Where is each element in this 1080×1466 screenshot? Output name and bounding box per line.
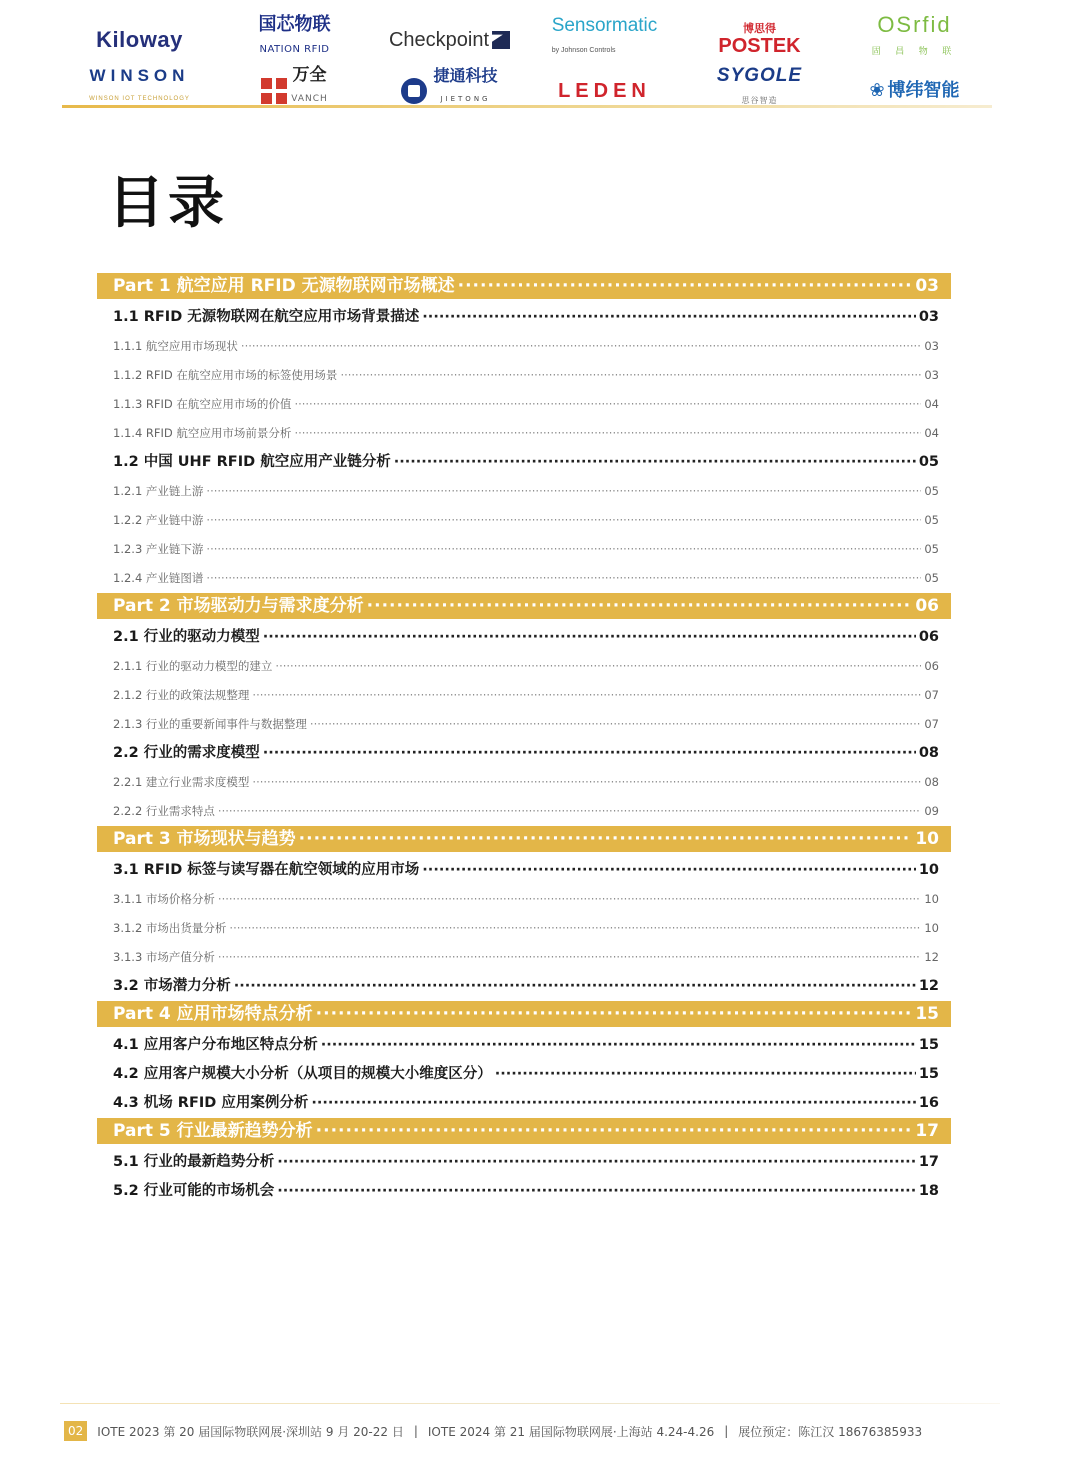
toc-leader-dots <box>495 1060 916 1089</box>
postek-logo: 博思得 POSTEK <box>718 23 801 57</box>
toc-entry-page: 06 <box>924 659 939 673</box>
toc-subsection-row[interactable] <box>97 768 951 797</box>
toc-entry-label: 1.1.4 RFID 航空应用市场前景分析 <box>113 426 292 440</box>
toc-leader-dots <box>340 361 921 390</box>
toc-entry-page: 04 <box>924 397 939 411</box>
toc-entry-label: 2.2 行业的需求度模型 <box>113 745 260 761</box>
toc-part-row[interactable] <box>97 1118 951 1144</box>
toc-leader-dots <box>316 1118 913 1144</box>
nation-rfid-logo: 国芯物联 NATION RFID <box>258 14 331 55</box>
toc-part-row[interactable] <box>97 593 951 619</box>
toc-entry-label: 2.2.1 建立行业需求度模型 <box>113 775 250 789</box>
toc-leader-dots <box>321 1031 916 1060</box>
toc-entry-page: 07 <box>924 688 939 702</box>
toc-leader-dots <box>294 419 921 448</box>
toc-entry-label: 1.2 中国 UHF RFID 航空应用产业链分析 <box>113 454 391 470</box>
toc-entry-page: 03 <box>918 309 939 325</box>
toc-section-row[interactable] <box>97 303 951 332</box>
toc-subsection-row[interactable] <box>97 681 951 710</box>
toc-section-row[interactable] <box>97 1060 951 1089</box>
toc-part-row[interactable] <box>97 273 951 299</box>
toc-entry-label: 1.1.2 RFID 在航空应用市场的标签使用场景 <box>113 368 338 382</box>
toc-leader-dots <box>241 332 921 361</box>
header-divider <box>62 105 992 108</box>
toc-leader-dots <box>218 943 921 972</box>
toc-leader-dots <box>275 652 921 681</box>
toc-section-row[interactable] <box>97 1148 951 1177</box>
toc-leader-dots <box>252 681 921 710</box>
leden-logo: LEDEN <box>558 79 651 102</box>
toc-entry-label: 5.1 行业的最新趋势分析 <box>113 1154 275 1170</box>
toc-leader-dots <box>394 448 916 477</box>
toc-leader-dots <box>458 273 913 299</box>
toc-section-row[interactable] <box>97 623 951 652</box>
toc-entry-page: 05 <box>918 454 939 470</box>
toc-subsection-row[interactable] <box>97 885 951 914</box>
toc-entry-page: 12 <box>924 950 939 964</box>
toc-entry-label: 1.2.2 产业链中游 <box>113 513 204 527</box>
toc-entry-label: 2.1.1 行业的驱动力模型的建立 <box>113 659 273 673</box>
toc-subsection-row[interactable] <box>97 652 951 681</box>
toc-leader-dots <box>422 303 916 332</box>
toc-entry-label: 3.1 RFID 标签与读写器在航空领域的应用市场 <box>113 862 420 878</box>
toc-subsection-row[interactable] <box>97 914 951 943</box>
toc-leader-dots <box>422 856 916 885</box>
toc-part-row[interactable] <box>97 826 951 852</box>
toc-entry-label: 1.2.4 产业链图谱 <box>113 571 204 585</box>
toc-leader-dots <box>277 1177 916 1206</box>
toc-entry-label: 2.1.3 行业的重要新闻事件与数据整理 <box>113 717 307 731</box>
toc-entry-page: 03 <box>924 339 939 353</box>
toc-entry-label: Part 4 应用市场特点分析 <box>113 1004 313 1024</box>
jietong-logo: 捷通科技 JIETONG <box>401 68 497 114</box>
sygole-logo: SYGOLE 思谷智造 <box>716 65 803 105</box>
toc-subsection-row[interactable] <box>97 506 951 535</box>
toc-subsection-row[interactable] <box>97 477 951 506</box>
toc-entry-label: 4.2 应用客户规模大小分析（从项目的规模大小维度区分） <box>113 1066 492 1082</box>
toc-entry-page: 15 <box>915 1004 939 1024</box>
toc-entry-page: 15 <box>918 1066 939 1082</box>
toc-entry-page: 06 <box>918 629 939 645</box>
toc-entry-label: 3.1.2 市场出货量分析 <box>113 921 227 935</box>
toc-entry-page: 10 <box>918 862 939 878</box>
toc-entry-label: 3.1.1 市场价格分析 <box>113 892 215 906</box>
toc-entry-page: 05 <box>924 513 939 527</box>
toc-leader-dots <box>294 390 921 419</box>
toc-entry-label: 1.1.1 航空应用市场现状 <box>113 339 238 353</box>
toc-leader-dots <box>277 1148 916 1177</box>
toc-entry-label: 1.1.3 RFID 在航空应用市场的价值 <box>113 397 292 411</box>
toc-subsection-row[interactable] <box>97 419 951 448</box>
toc-leader-dots <box>263 739 916 768</box>
toc-entry-label: 1.2.1 产业链上游 <box>113 484 204 498</box>
toc-leader-dots <box>229 914 921 943</box>
toc-entry-page: 08 <box>924 775 939 789</box>
bowei-logo: ❀ 博纬智能 <box>869 79 960 101</box>
toc-entry-page: 17 <box>915 1121 939 1141</box>
toc-leader-dots <box>367 593 913 619</box>
toc-entry-page: 09 <box>924 804 939 818</box>
toc-subsection-row[interactable] <box>97 710 951 739</box>
toc-entry-page: 03 <box>915 276 939 296</box>
bowei-mark-icon: ❀ <box>869 79 885 101</box>
checkpoint-mark-icon <box>492 31 510 49</box>
toc-entry-label: 1.1 RFID 无源物联网在航空应用市场背景描述 <box>113 309 420 325</box>
toc-leader-dots <box>311 1089 915 1118</box>
footer-separator: | <box>724 1424 729 1438</box>
toc-leader-dots <box>206 506 921 535</box>
footer-event-shenzhen: IOTE 2023 第 20 届国际物联网展·深圳站 9 月 20-22 日 <box>97 1424 404 1439</box>
toc-section-row[interactable] <box>97 856 951 885</box>
checkpoint-logo: Checkpoint <box>389 30 510 50</box>
toc-entry-page: 18 <box>918 1183 939 1199</box>
toc-section-row[interactable] <box>97 972 951 1001</box>
toc-entry-label: 3.2 市场潜力分析 <box>113 978 231 994</box>
toc-section-row[interactable] <box>97 1089 951 1118</box>
toc-entry-page: 05 <box>924 571 939 585</box>
footer-divider <box>60 1403 1000 1404</box>
sensormatic-logo: Sensormatic by Johnson Controls <box>551 14 658 54</box>
toc-leader-dots <box>218 797 921 826</box>
toc-entry-page: 04 <box>924 426 939 440</box>
toc-entry-page: 17 <box>918 1154 939 1170</box>
toc-leader-dots <box>218 885 921 914</box>
toc-entry-label: 1.2.3 产业链下游 <box>113 542 204 556</box>
toc-leader-dots <box>316 1001 913 1027</box>
toc-entry-page: 07 <box>924 717 939 731</box>
winson-logo: WINSON WINSON IOT TECHNOLOGY <box>89 66 190 102</box>
toc-section-row[interactable] <box>97 739 951 768</box>
toc-leader-dots <box>252 768 921 797</box>
toc-entry-page: 10 <box>924 892 939 906</box>
footer-event-shanghai: IOTE 2024 第 21 届国际物联网展·上海站 4.24-4.26 <box>427 1424 715 1439</box>
toc-subsection-row[interactable] <box>97 535 951 564</box>
toc-subsection-row[interactable] <box>97 797 951 826</box>
toc-entry-label: 4.3 机场 RFID 应用案例分析 <box>113 1095 309 1111</box>
toc-subsection-row[interactable] <box>97 361 951 390</box>
toc-subsection-row[interactable] <box>97 564 951 593</box>
toc-subsection-row[interactable] <box>97 332 951 361</box>
vanch-logo: 万全 VANCH <box>261 67 328 114</box>
toc-entry-page: 05 <box>924 484 939 498</box>
toc-entry-page: 10 <box>915 829 939 849</box>
toc-entry-label: 4.1 应用客户分布地区特点分析 <box>113 1037 318 1053</box>
toc-section-row[interactable] <box>97 448 951 477</box>
table-of-contents <box>97 273 951 1206</box>
toc-entry-label: 2.1 行业的驱动力模型 <box>113 629 260 645</box>
page-number: 02 <box>64 1421 87 1441</box>
toc-part-row[interactable] <box>97 1001 951 1027</box>
toc-entry-label: 2.1.2 行业的政策法规整理 <box>113 688 250 702</box>
toc-leader-dots <box>206 477 921 506</box>
toc-subsection-row[interactable] <box>97 390 951 419</box>
toc-leader-dots <box>206 535 921 564</box>
toc-entry-page: 08 <box>918 745 939 761</box>
toc-entry-page: 06 <box>915 596 939 616</box>
toc-entry-page: 15 <box>918 1037 939 1053</box>
toc-leader-dots <box>310 710 921 739</box>
toc-section-row[interactable] <box>97 1031 951 1060</box>
toc-leader-dots <box>234 972 916 1001</box>
toc-entry-page: 12 <box>918 978 939 994</box>
toc-subsection-row[interactable] <box>97 943 951 972</box>
kiloway-logo: Kiloway <box>96 27 183 52</box>
toc-entry-label: Part 3 市场现状与趋势 <box>113 829 296 849</box>
toc-leader-dots <box>206 564 921 593</box>
footer-booking-contact: 展位预定：陈江汉 18676385933 <box>738 1424 923 1439</box>
osrfid-logo: OSrfid 固 昌 物 联 <box>871 12 958 56</box>
toc-entry-label: Part 1 航空应用 RFID 无源物联网市场概述 <box>113 276 455 296</box>
jietong-mark-icon <box>401 78 427 104</box>
footer <box>64 1420 922 1442</box>
toc-entry-label: 2.2.2 行业需求特点 <box>113 804 215 818</box>
toc-leader-dots <box>263 623 916 652</box>
toc-entry-page: 03 <box>924 368 939 382</box>
sponsor-logo-strip <box>62 12 992 105</box>
footer-separator: | <box>413 1424 418 1438</box>
toc-leader-dots <box>299 826 913 852</box>
toc-section-row[interactable] <box>97 1177 951 1206</box>
toc-entry-page: 05 <box>924 542 939 556</box>
page-title: 目录 <box>108 171 228 236</box>
toc-entry-page: 10 <box>924 921 939 935</box>
vanch-mark-icon <box>261 78 287 104</box>
toc-entry-label: 3.1.3 市场产值分析 <box>113 950 215 964</box>
toc-entry-label: 5.2 行业可能的市场机会 <box>113 1183 275 1199</box>
toc-entry-label: Part 2 市场驱动力与需求度分析 <box>113 596 364 616</box>
toc-entry-label: Part 5 行业最新趋势分析 <box>113 1121 313 1141</box>
toc-entry-page: 16 <box>918 1095 939 1111</box>
